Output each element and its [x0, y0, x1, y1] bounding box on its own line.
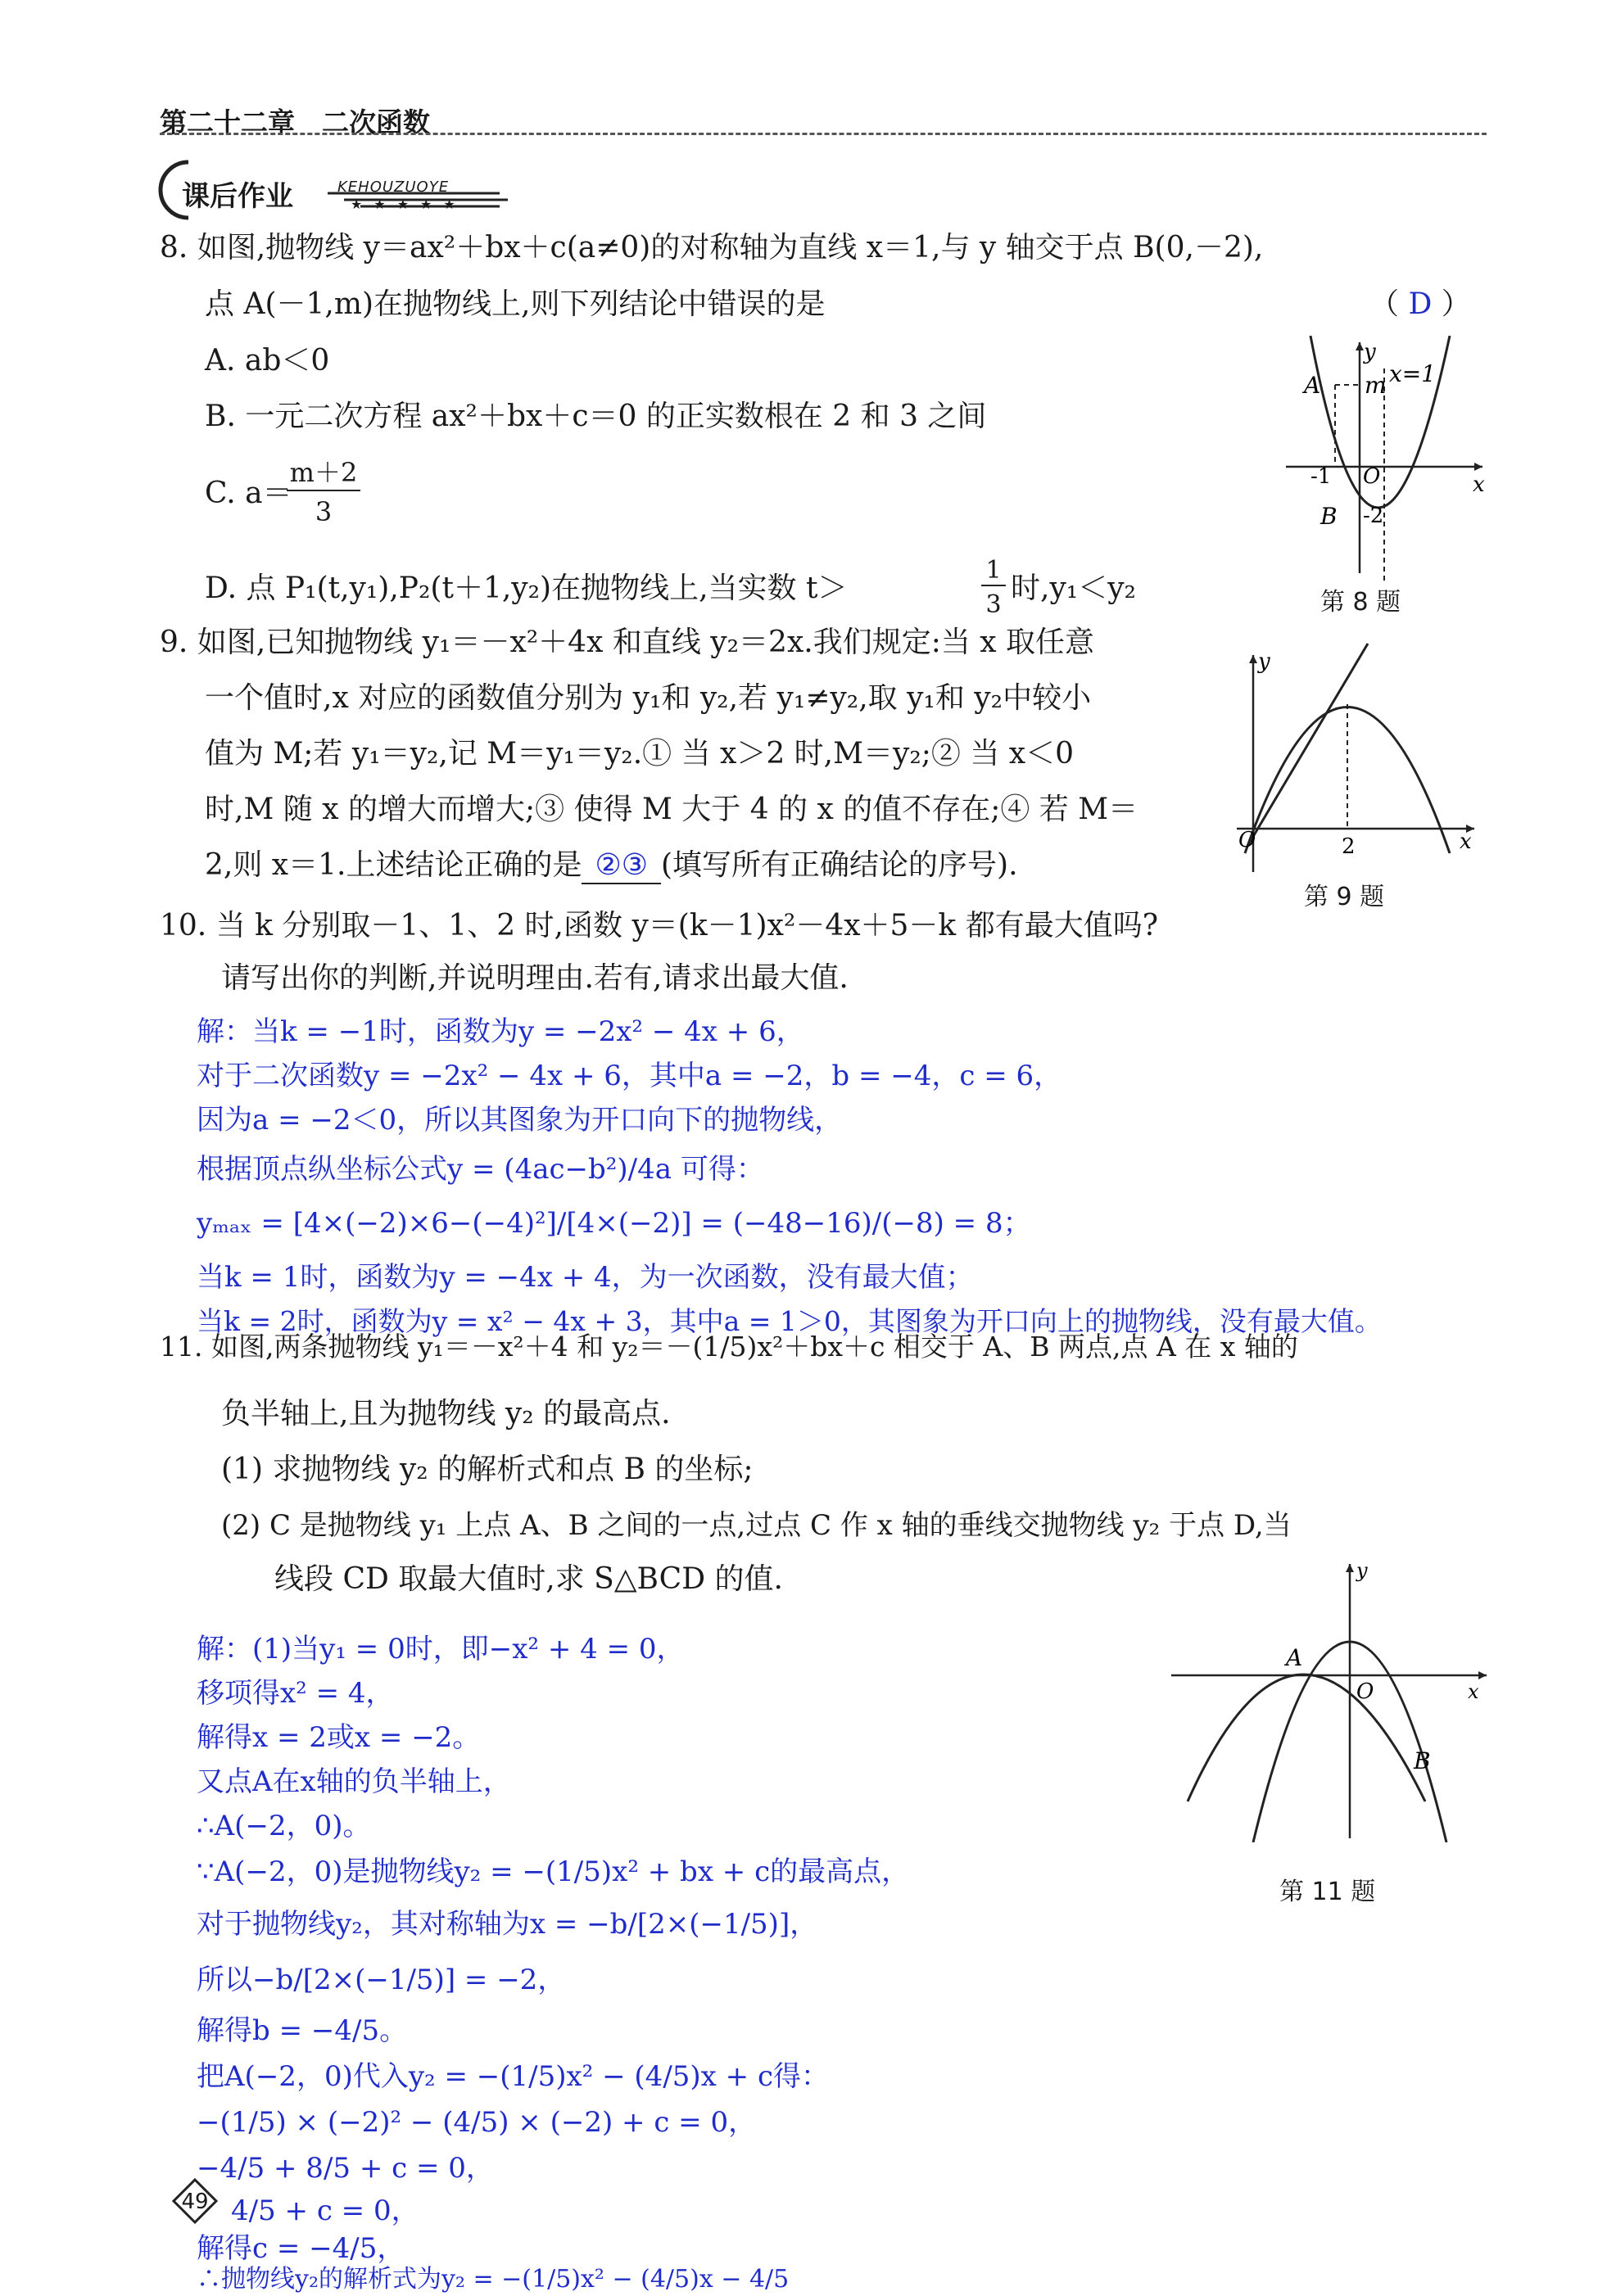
q8-option-b: B. 一元二次方程 ax²＋bx＋c＝0 的正实数根在 2 和 3 之间: [205, 400, 987, 433]
q8-option-c-prefix: C. a＝: [205, 477, 292, 510]
q8-answer: D: [1408, 287, 1433, 321]
q11-solution-line5: ∴A(−2，0)。: [197, 1810, 371, 1842]
fig8-x-label: x: [1473, 472, 1485, 497]
fig8-point-b: B: [1320, 503, 1338, 530]
q9-line1: 9. 如图,已知抛物线 y₁＝－x²＋4x 和直线 y₂＝2x.我们规定:当 x 取任意: [160, 626, 1095, 659]
fig9-x-label: x: [1460, 829, 1472, 854]
q11-part1: (1) 求抛物线 y₂ 的解析式和点 B 的坐标;: [221, 1453, 754, 1486]
q11-part2-line2: 线段 CD 取最大值时,求 S△BCD 的值.: [274, 1562, 783, 1596]
q8-figure: [1278, 336, 1491, 581]
q8-option-d-numerator: 1: [985, 556, 1002, 585]
answer-paren-open: （: [1369, 287, 1400, 321]
fig9-origin: O: [1238, 828, 1256, 852]
q11-solution-line10: 把A(−2，0)代入y₂ = −(1/5)x² − (4/5)x + c得：: [197, 2060, 829, 2093]
q9-answer-blank: ②③: [582, 848, 661, 884]
fig11-origin: O: [1356, 1679, 1374, 1704]
q8-option-d: [205, 554, 1171, 627]
q11-solution-line13: 4/5 + c = 0，: [231, 2194, 419, 2227]
q11-solution-line2: 移项得x² = 4，: [197, 1677, 394, 1710]
fig9-two: 2: [1342, 834, 1356, 859]
q11-solution-line6: ∵A(−2，0)是抛物线y₂ = −(1/5)x² + bx + c的最高点，: [197, 1855, 910, 1888]
fig8-axis-label: x=1: [1389, 360, 1437, 387]
fig11-y-label: y: [1356, 1559, 1368, 1582]
q8-option-d-text-b: 时,y₁＜y₂: [1011, 572, 1136, 605]
fig11-x-label: x: [1468, 1680, 1479, 1703]
q9-figure: [1237, 639, 1482, 876]
fig8-neg2: -2: [1363, 504, 1384, 528]
q11-line1: 11. 如图,两条抛物线 y₁＝－x²＋4 和 y₂＝－(1/5)x²＋bx＋c 相交于 A、B 两点,点 A 在 x 轴的: [160, 1331, 1298, 1363]
logo-stars: ★★★★★: [351, 197, 467, 212]
q11-solution-line4: 又点A在x轴的负半轴上，: [197, 1765, 511, 1798]
page-number: 49: [181, 2190, 209, 2214]
q11-solution-line15: ∴抛物线y₂的解析式为y₂ = −(1/5)x² − (4/5)x − 4/5: [197, 2265, 790, 2294]
q11-solution-line8: 所以−b/[2×(−1/5)] = −2，: [197, 1964, 566, 1996]
logo-title: 课后作业: [182, 180, 293, 213]
q11-part2-line1: (2) C 是抛物线 y₁ 上点 A、B 之间的一点,过点 C 作 x 轴的垂线交抛物线 y₂ 于点 D,当: [221, 1509, 1292, 1542]
chapter-title: 第二十二章 二次函数: [160, 106, 430, 138]
q10-solution-line1: 解：当k = −1时，函数为y = −2x² − 4x + 6，: [197, 1015, 804, 1048]
q10-line1: 10. 当 k 分别取－1、1、2 时,函数 y＝(k－1)x²－4x＋5－k 都有最大值吗?: [160, 909, 1158, 942]
fig8-origin: O: [1363, 464, 1381, 489]
q11-solution-line12: −4/5 + 8/5 + c = 0，: [197, 2152, 494, 2185]
fig11-point-b: B: [1414, 1747, 1431, 1774]
fig8-neg1: -1: [1310, 464, 1332, 489]
q8-option-d-text-a: D. 点 P₁(t,y₁),P₂(t＋1,y₂)在抛物线上,当实数 t＞: [205, 572, 848, 605]
q11-solution-line14: 解得c = −4/5，: [197, 2232, 405, 2265]
fig9-y-label: y: [1258, 649, 1270, 674]
q8-option-c-numerator: m＋2: [289, 457, 358, 488]
q8-option-d-denominator: 3: [985, 590, 1002, 619]
q10-solution-line2: 对于二次函数y = −2x² − 4x + 6，其中a = −2，b = −4，c = 6，: [197, 1060, 1062, 1092]
fig11-point-a: A: [1286, 1644, 1303, 1671]
q8-figure-caption: 第 8 题: [1320, 588, 1401, 617]
q9-line5-a: 2,则 x＝1.上述结论正确的是: [205, 848, 582, 882]
q11-solution-line7: 对于抛物线y₂，其对称轴为x = −b/[2×(−1/5)]，: [197, 1908, 818, 1941]
q10-solution-line4: 根据顶点纵坐标公式y = (4ac−b²)/4a 可得：: [197, 1153, 764, 1186]
q9-figure-caption: 第 9 题: [1304, 883, 1385, 911]
q8-option-c-denominator: 3: [315, 496, 333, 527]
q11-figure: [1163, 1556, 1491, 1842]
answer-paren-close: ）: [1441, 287, 1471, 321]
fig8-y-label: y: [1364, 340, 1376, 364]
q11-line2: 负半轴上,且为抛物线 y₂ 的最高点.: [221, 1397, 671, 1430]
q10-line2: 请写出你的判断,并说明理由.若有,请求出最大值.: [221, 961, 849, 995]
q10-solution-line5: yₘₐₓ = [4×(−2)×6−(−4)²]/[4×(−2)] = (−48−16)/(−8) = 8；: [197, 1207, 1031, 1240]
q11-solution-line3: 解得x = 2或x = −2。: [197, 1721, 481, 1754]
q8-option-a: A. ab＜0: [205, 344, 330, 377]
q9-line2: 一个值时,x 对应的函数值分别为 y₁和 y₂,若 y₁≠y₂,取 y₁和 y₂中较小: [205, 681, 1092, 715]
header-divider: [160, 133, 1487, 135]
fig8-m-label: m: [1365, 372, 1387, 399]
q11-solution-line1: 解：(1)当y₁ = 0时，即−x² + 4 = 0，: [197, 1633, 685, 1666]
q10-solution-line7: 当k = 2时，函数为y = x² − 4x + 3，其中a = 1＞0，其图象为开口向上的抛物线，没有最大值。: [197, 1305, 1382, 1337]
q11-solution-line9: 解得b = −4/5。: [197, 2014, 408, 2047]
q8-answer-box: [1369, 287, 1471, 322]
q10-solution-line6: 当k = 1时，函数为y = −4x + 4，为一次函数，没有最大值；: [197, 1261, 974, 1294]
fig8-point-a: A: [1304, 372, 1321, 399]
q11-figure-caption: 第 11 题: [1279, 1878, 1376, 1906]
q9-line4: 时,M 随 x 的增大而增大;③ 使得 M 大于 4 的 x 的值不存在;④ 若 M＝: [205, 793, 1138, 826]
q11-solution-line11: −(1/5) × (−2)² − (4/5) × (−2) + c = 0，: [197, 2106, 757, 2139]
logo-subtitle: KEHOUZUOYE: [337, 179, 450, 196]
q9-line5-b: (填写所有正确结论的序号).: [661, 848, 1018, 882]
q8-line1: 8. 如图,抛物线 y＝ax²＋bx＋c(a≠0)的对称轴为直线 x＝1,与 y 轴交于点 B(0,－2),: [160, 231, 1264, 264]
q10-solution-line3: 因为a = −2＜0，所以其图象为开口向下的抛物线，: [197, 1104, 843, 1137]
q8-line2: 点 A(－1,m)在抛物线上,则下列结论中错误的是: [205, 287, 826, 321]
q9-line5: [205, 848, 1018, 884]
q9-line3: 值为 M;若 y₁＝y₂,记 M＝y₁＝y₂.① 当 x＞2 时,M＝y₂;② 当 x＜0: [205, 737, 1074, 771]
